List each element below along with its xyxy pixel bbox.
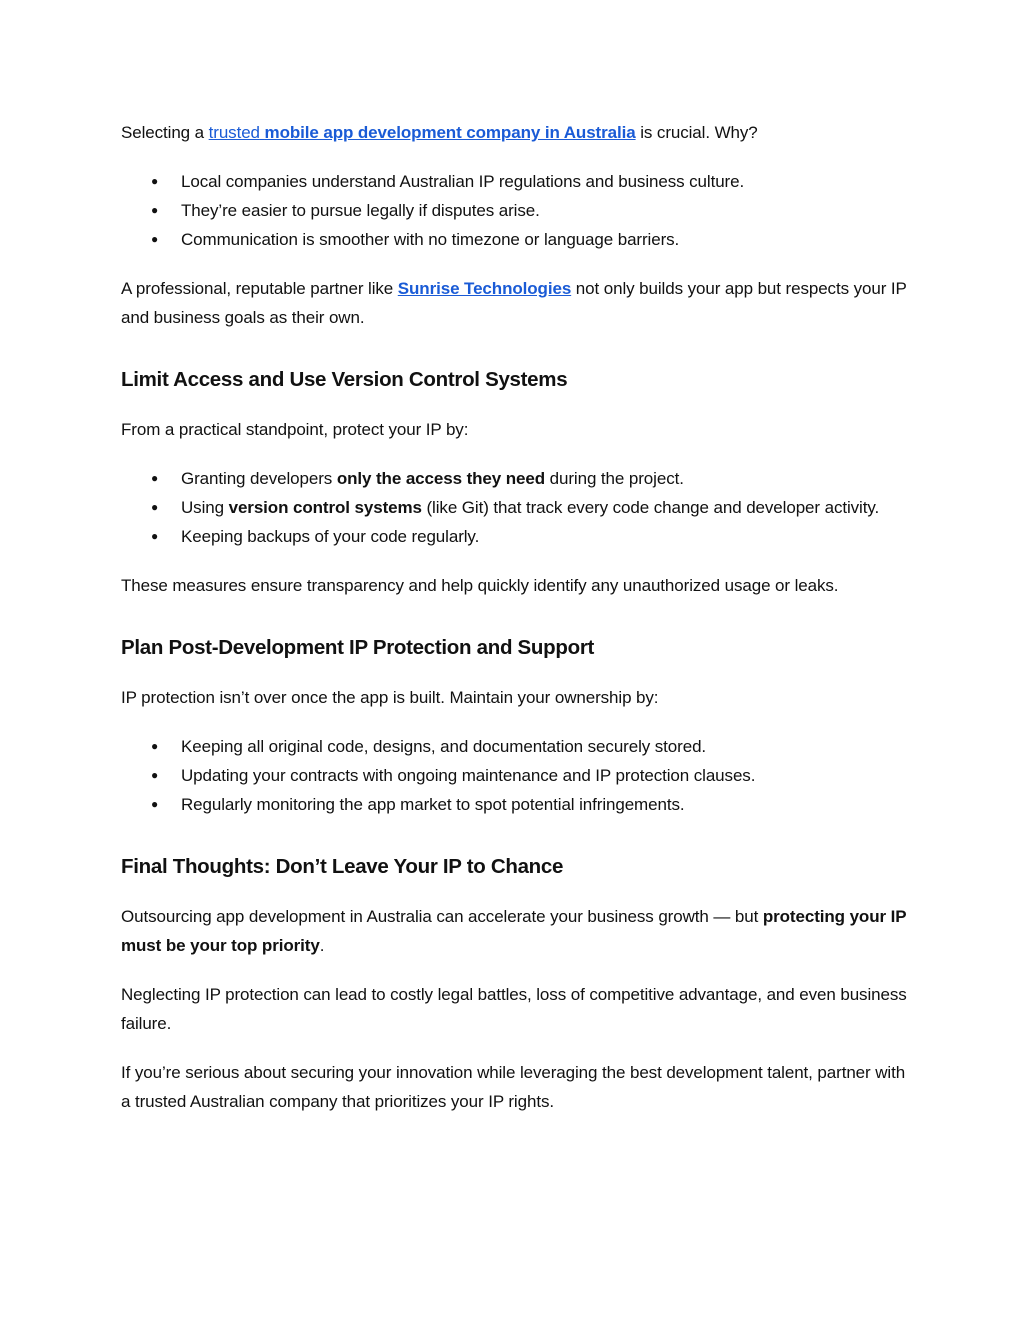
list-item: ● Keeping all original code, designs, and documentation securely stored. (121, 732, 911, 761)
sunrise-technologies-link[interactable]: Sunrise Technologies (397, 279, 572, 298)
trusted-company-link[interactable]: trusted mobile app development company in Australia (208, 123, 636, 142)
bullet-icon: ● (151, 739, 159, 753)
document-page (121, 118, 911, 1116)
final-paragraph-2: Neglecting IP protection can lead to costly legal battles, loss of competitive advantage, and even business failure. (121, 985, 907, 1033)
bullet-icon: ● (151, 768, 159, 782)
bullet-icon: ● (151, 529, 159, 543)
partner-paragraph: A professional, reputable partner like Sunrise Technologies not only builds your app but respects your IP and business goals as their own. (121, 279, 907, 327)
section2-lead: IP protection isn’t over once the app is built. Maintain your ownership by: (121, 688, 659, 707)
section1-lead: From a practical standpoint, protect your IP by: (121, 420, 469, 439)
list-item: ● They’re easier to pursue legally if disputes arise. (121, 196, 911, 225)
list-item: ● Updating your contracts with ongoing maintenance and IP protection clauses. (121, 761, 911, 790)
section-heading-post-development: Plan Post-Development IP Protection and Support (121, 636, 595, 659)
section-heading-final-thoughts: Final Thoughts: Don’t Leave Your IP to Chance (121, 855, 564, 878)
intro-paragraph: Selecting a trusted mobile app development company in Australia is crucial. Why? (121, 123, 758, 142)
final-paragraph-1: Outsourcing app development in Australia can accelerate your business growth — but protecting your IP must be your top priority. (121, 907, 907, 955)
bullet-icon: ● (151, 471, 159, 485)
bullet-icon: ● (151, 232, 159, 246)
section1-bullet-list (121, 464, 911, 551)
bullet-icon: ● (151, 203, 159, 217)
section1-closing: These measures ensure transparency and help quickly identify any unauthorized usage or leaks. (121, 576, 839, 595)
list-item: ● Using version control systems (like Git) that track every code change and developer activity. (121, 493, 911, 522)
bullet-icon: ● (151, 797, 159, 811)
list-item: ● Communication is smoother with no timezone or language barriers. (121, 225, 911, 254)
list-item: ● Granting developers only the access they need during the project. (121, 464, 911, 493)
bullet-icon: ● (151, 500, 159, 514)
list-item: ● Regularly monitoring the app market to spot potential infringements. (121, 790, 911, 819)
section-heading-limit-access: Limit Access and Use Version Control Systems (121, 368, 568, 391)
list-item: ● Keeping backups of your code regularly. (121, 522, 911, 551)
section2-bullet-list (121, 732, 911, 819)
final-paragraph-3: If you’re serious about securing your innovation while leveraging the best development talent, partner with a trusted Australian company that prioritizes your IP rights. (121, 1063, 906, 1111)
intro-bullet-list (121, 167, 911, 254)
bullet-icon: ● (151, 174, 159, 188)
list-item: ● Local companies understand Australian IP regulations and business culture. (121, 167, 911, 196)
